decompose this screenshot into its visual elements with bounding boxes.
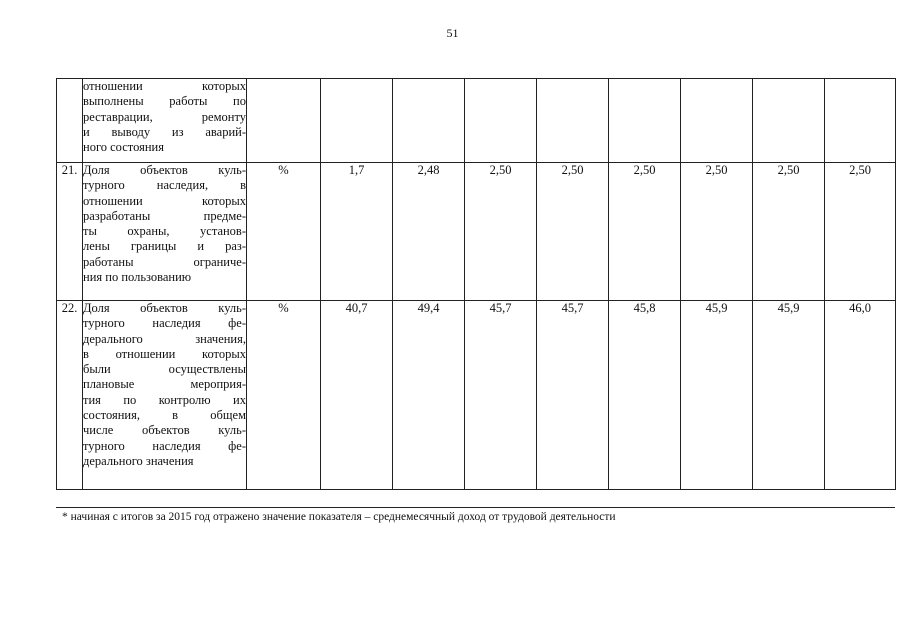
footnote: * начиная с итогов за 2015 год отражено значение показателя – среднемесячный доход от трудовой деятельности xyxy=(62,511,616,523)
description-line: ния по пользованию xyxy=(83,270,192,285)
value-cell xyxy=(465,79,537,163)
value-cell: 45,7 xyxy=(465,301,537,490)
value-cell: 2,50 xyxy=(537,163,609,301)
description-line: Доля объектов куль- xyxy=(83,163,246,177)
description-line: состояния, в общем xyxy=(83,408,246,423)
page-number: 51 xyxy=(446,26,459,40)
footnote-divider xyxy=(56,507,895,508)
description-line: ного состояния xyxy=(83,140,164,155)
description-line: турного наследия фе- xyxy=(83,438,246,453)
row-number: 22. xyxy=(57,301,83,490)
description-line: лены границы и раз- xyxy=(83,239,246,254)
table-row xyxy=(57,163,896,301)
value-cell: 2,50 xyxy=(825,163,896,301)
value-cell xyxy=(393,79,465,163)
description-line: выполнены работы по xyxy=(83,94,246,109)
unit-cell: % xyxy=(247,163,321,301)
row-number xyxy=(57,79,83,163)
table-row xyxy=(57,79,896,163)
description-line: дерального значения, xyxy=(83,331,246,346)
value-cell: 45,9 xyxy=(753,301,825,490)
description-line: дерального значения xyxy=(83,453,194,468)
description-line: турного наследия, в xyxy=(83,178,246,193)
unit-cell xyxy=(247,79,321,163)
description-line: отношении которых xyxy=(83,79,246,93)
indicator-description xyxy=(83,163,247,301)
value-cell xyxy=(537,79,609,163)
value-cell: 46,0 xyxy=(825,301,896,490)
value-cell: 2,50 xyxy=(609,163,681,301)
table-row xyxy=(57,301,896,490)
unit-cell: % xyxy=(247,301,321,490)
description-line: числе объектов куль- xyxy=(83,423,246,438)
description-line: и выводу из аварий- xyxy=(83,124,246,139)
value-cell: 2,50 xyxy=(465,163,537,301)
value-cell xyxy=(825,79,896,163)
value-cell xyxy=(609,79,681,163)
description-line: работаны ограниче- xyxy=(83,254,246,269)
description-line: турного наследия фе- xyxy=(83,316,246,331)
value-cell xyxy=(681,79,753,163)
value-cell: 40,7 xyxy=(321,301,393,490)
row-number: 21. xyxy=(57,163,83,301)
description-line: тия по контролю их xyxy=(83,392,246,407)
description-line: Доля объектов куль- xyxy=(83,301,246,315)
value-cell: 1,7 xyxy=(321,163,393,301)
value-cell xyxy=(321,79,393,163)
description-line: реставрации, ремонту xyxy=(83,109,246,124)
value-cell: 2,50 xyxy=(681,163,753,301)
value-cell: 45,9 xyxy=(681,301,753,490)
description-line: ты охраны, установ- xyxy=(83,224,246,239)
value-cell: 45,7 xyxy=(537,301,609,490)
indicator-description xyxy=(83,301,247,490)
description-line: отношении которых xyxy=(83,193,246,208)
description-line: разработаны предме- xyxy=(83,208,246,223)
value-cell: 45,8 xyxy=(609,301,681,490)
value-cell xyxy=(753,79,825,163)
table-body xyxy=(57,79,896,490)
description-line: были осуществлены xyxy=(83,362,246,377)
value-cell: 2,48 xyxy=(393,163,465,301)
value-cell: 49,4 xyxy=(393,301,465,490)
indicator-description xyxy=(83,79,247,163)
description-line: плановые мероприя- xyxy=(83,377,246,392)
indicators-table xyxy=(56,78,896,490)
description-line: в отношении которых xyxy=(83,346,246,361)
value-cell: 2,50 xyxy=(753,163,825,301)
